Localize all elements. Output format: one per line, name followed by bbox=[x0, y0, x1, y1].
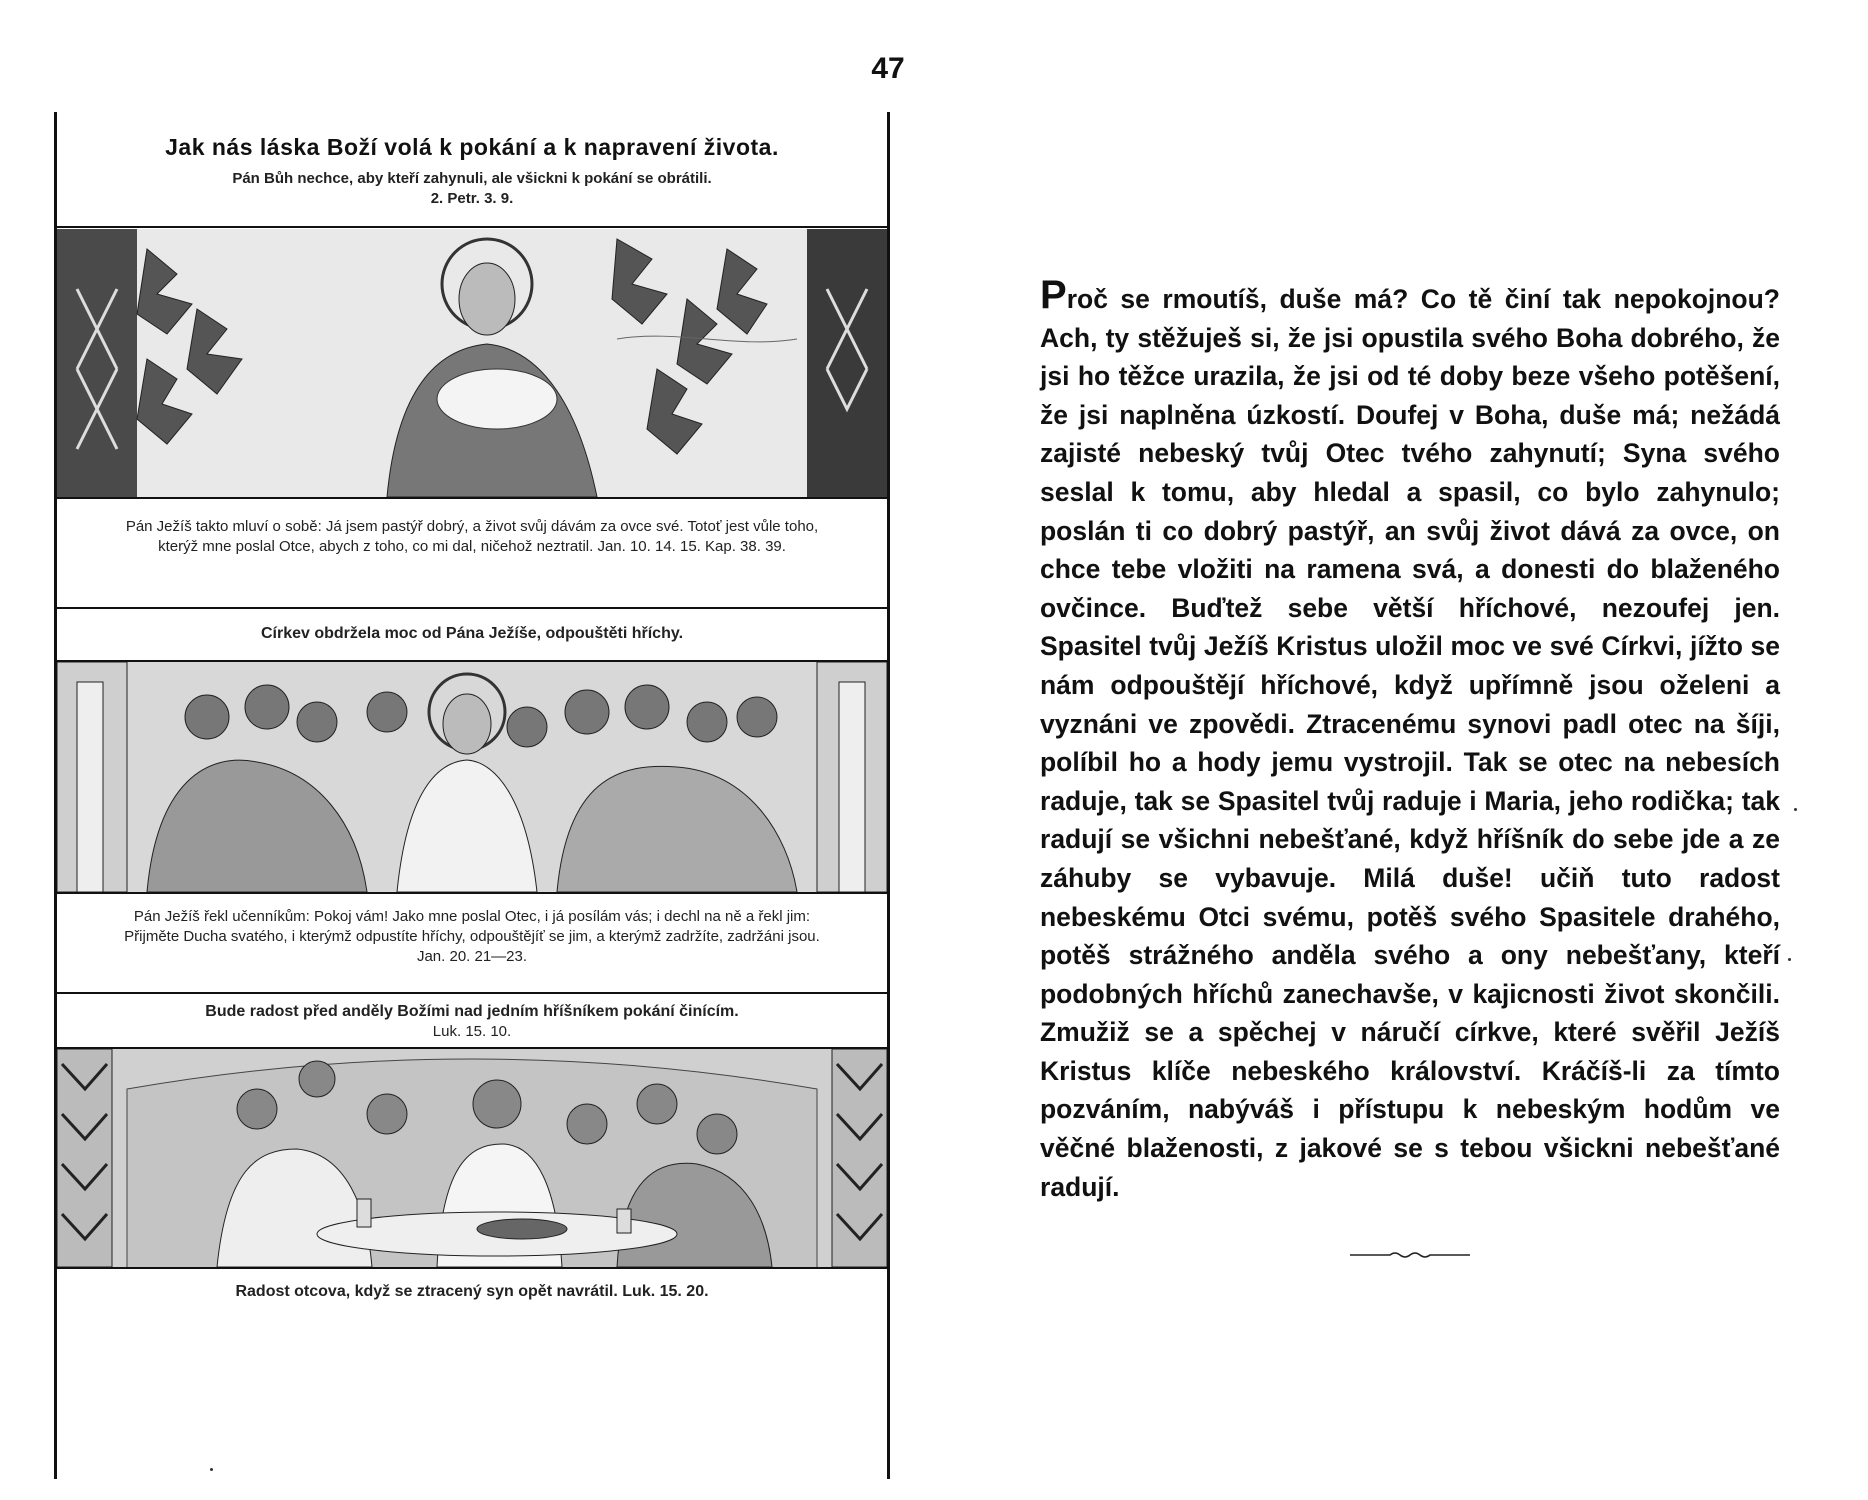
section3-heading-block bbox=[57, 1002, 887, 1042]
good-shepherd-illustration bbox=[57, 229, 887, 497]
illustration1-caption-block bbox=[57, 517, 887, 557]
panel-subtitle-ref: 2. Petr. 3. 9. bbox=[430, 190, 514, 207]
divider bbox=[57, 1267, 887, 1269]
body-paragraph bbox=[1040, 273, 1780, 1206]
section3-reference: Luk. 15. 10. bbox=[432, 1023, 512, 1040]
illustration2-reference: Jan. 20. 21—23. bbox=[416, 948, 528, 965]
illustration3-caption-block bbox=[57, 1282, 887, 1302]
panel-title: Jak nás láska Boží volá k pokání a k napravení života. bbox=[165, 134, 779, 160]
divider bbox=[57, 607, 887, 609]
illustration2-caption: Pán Ježíš řekl učenníkům: Pokoj vám! Jako mne poslal Otec, i já posílám vás; i dechl na ně a řekl jim: Přijměte Ducha svatého, i kterýmž odpustíte hříchy, odpouštějíť se jim, a kterýmž zadržíte, zadržáni jsou. bbox=[124, 908, 820, 945]
divider bbox=[57, 497, 887, 499]
illustrated-panel bbox=[54, 112, 890, 1479]
section2-heading: Církev obdržela moc od Pána Ježíše, odpouštěti hříchy. bbox=[260, 625, 684, 642]
apostles-illustration bbox=[57, 662, 887, 892]
illustration1-caption: Pán Ježíš takto mluví o sobě: Já jsem pastýř dobrý, a život svůj dávám za ovce své. Totoť jest vůle toho, kterýž mne poslal Otce, abych z toho, co mi dal, ničehož neztratil. Jan. 10. 14. 15. Kap. 38. 39. bbox=[125, 518, 819, 555]
end-ornament bbox=[1350, 1248, 1470, 1262]
divider bbox=[57, 892, 887, 894]
divider bbox=[57, 226, 887, 228]
illustration2-caption-block bbox=[57, 907, 887, 967]
panel-header bbox=[57, 134, 887, 209]
illustration3-caption: Radost otcova, když se ztracený syn opět navrátil. Luk. 15. 20. bbox=[235, 1283, 709, 1300]
page-number: 47 bbox=[871, 52, 905, 85]
margin-dot bbox=[1794, 808, 1797, 811]
drop-cap: P bbox=[1040, 273, 1067, 317]
section2-heading-block bbox=[57, 624, 887, 644]
margin-dot bbox=[1788, 958, 1791, 961]
section3-heading: Bude radost před anděly Božími nad jedním hříšníkem pokání činícím. bbox=[205, 1003, 739, 1020]
frame-tick bbox=[54, 1312, 57, 1314]
divider bbox=[57, 992, 887, 994]
body-text: roč se rmoutíš, duše má? Co tě činí tak nepokojnou? Ach, ty stěžuješ si, že jsi opustila svého Boha dobrého, že jsi ho těžce urazila, že jsi od té doby beze všeho potěšení, že jsi naplněna úzkostí. Doufej v Boha, duše má; nežádá zajisté nebeský tvůj Otec tvého zahynutí; Syna svého seslal k tomu, aby hledal a spasil, co bylo zahynulo; poslán ti co dobrý pastýř, an svůj život dává za ovce, on chce tebe vložiti na ramena svá, a donesti do blaženého ovčince. Buďtež sebe větší hříchové, nezoufej jen. Spasitel tvůj Ježíš Kristus uložil moc ve své Církvi, jížto se nám odpouštějí hříchové, když upřímně jsou oželeni a vyznáni ve zpovědi. Ztracenému synovi padl otec na šíji, políbil ho a hody jemu vystrojil. Tak se otec na nebesích raduje, tak se Spasitel tvůj raduje i Maria, jeho rodička; tak radují se všichni nebešťané, když hříšník do sebe jde a ze záhuby se vybavuje. Milá duše! učiň tuto radost nebeskému Otci svému, potěš svého Spasitele drahého, potěš strážného anděla svého a ony nebešťany, kteří podobných hříchů zanechavše, v kajicnosti život skončili. Zmužiž se a spěchej v náručí církve, které svěřil Ježíš Kristus klíče nebeského království. Kráčíš-li za tímto pozváním, nabýváš i přístupu k nebeským hodům ve věčné blaženosti, z jakové se s tebou všickni nebešťané radují. bbox=[1040, 284, 1780, 1202]
panel-subtitle: Pán Bůh nechce, aby kteří zahynuli, ale všickni k pokání se obrátili. bbox=[232, 170, 712, 187]
margin-dot bbox=[210, 1468, 213, 1471]
feast-illustration bbox=[57, 1049, 887, 1267]
